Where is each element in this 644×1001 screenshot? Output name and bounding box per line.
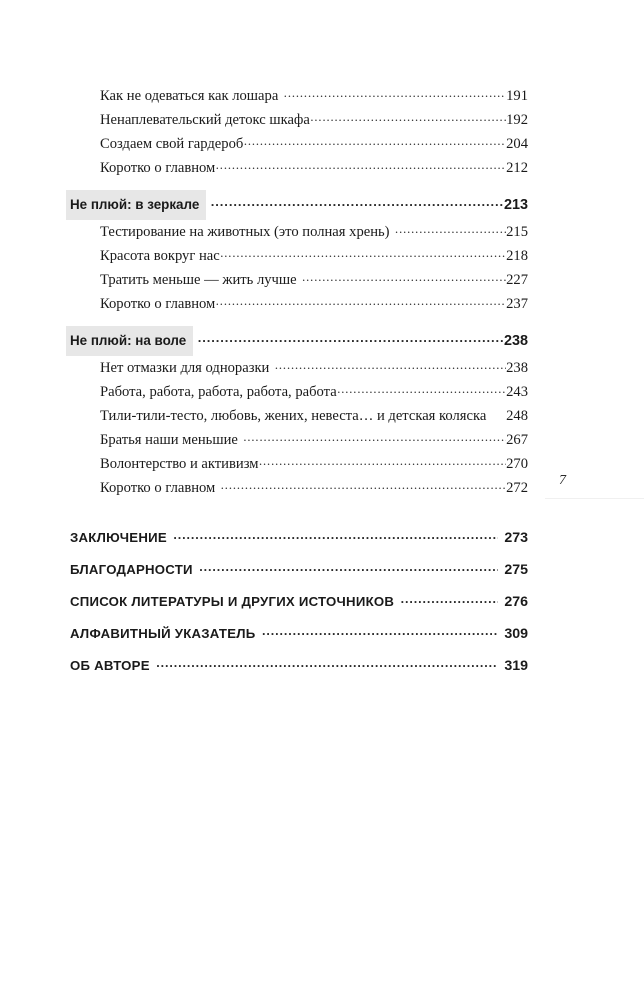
toc-entry-page-number: 243 bbox=[506, 384, 528, 400]
toc-sub-entry[interactable] bbox=[100, 244, 528, 268]
toc-entry-page-number: 227 bbox=[506, 272, 528, 288]
toc-entry-title: Не плюй: на воле bbox=[70, 326, 193, 356]
toc-sub-entry[interactable] bbox=[100, 292, 528, 316]
toc-entry-page-number: 191 bbox=[506, 88, 528, 104]
toc-sub-entry[interactable] bbox=[100, 476, 528, 500]
toc-entry-page-number: 319 bbox=[504, 658, 528, 674]
toc-entry-title: Не плюй: в зеркале bbox=[70, 190, 206, 220]
toc-sub-entry[interactable] bbox=[100, 84, 528, 108]
dot-leader bbox=[207, 196, 504, 209]
toc-entry-page-number: 192 bbox=[506, 112, 528, 128]
toc-entry-title: Коротко о главном bbox=[100, 160, 216, 176]
toc-entry-title: Тестирование на животных (это полная хрень) bbox=[100, 224, 390, 240]
dot-leader bbox=[156, 657, 498, 670]
toc-entry-page-number: 238 bbox=[503, 333, 528, 349]
toc-entry-page-number: 309 bbox=[504, 626, 528, 642]
toc-sub-entry[interactable] bbox=[100, 404, 528, 428]
toc-section-heading[interactable] bbox=[70, 190, 528, 220]
toc-entry-page-number: 238 bbox=[506, 360, 528, 376]
toc-entry-title: Коротко о главном bbox=[100, 296, 216, 312]
toc-sub-entry[interactable] bbox=[100, 156, 528, 180]
dot-leader bbox=[279, 85, 506, 100]
backmatter-list bbox=[70, 522, 528, 682]
toc-entry-title: Красота вокруг нас bbox=[100, 248, 220, 264]
toc-entry-title: ОБ АВТОРЕ bbox=[70, 658, 150, 673]
toc-major-entry[interactable] bbox=[70, 618, 528, 650]
toc-entry-title: Тили-тили-тесто, любовь, жених, невеста… и детская коляска bbox=[100, 408, 487, 424]
toc-entry-page-number: 213 bbox=[503, 197, 528, 213]
toc-entry-page-number: 237 bbox=[506, 296, 528, 312]
toc-major-entry[interactable] bbox=[70, 554, 528, 586]
toc-entry-page-number: 272 bbox=[506, 480, 528, 496]
toc-entry-page-number: 204 bbox=[506, 136, 528, 152]
dot-leader bbox=[337, 381, 505, 396]
dot-leader bbox=[199, 561, 498, 574]
dot-leader bbox=[270, 357, 506, 372]
toc-entry-title: Тратить меньше — жить лучше bbox=[100, 272, 297, 288]
dot-leader bbox=[216, 293, 506, 308]
toc-sub-entry[interactable] bbox=[100, 356, 528, 380]
folio-rule bbox=[545, 498, 644, 499]
dot-leader bbox=[310, 109, 505, 124]
toc-section-heading[interactable] bbox=[70, 326, 528, 356]
toc-sub-entry[interactable] bbox=[100, 220, 528, 244]
toc-entry-page-number: 212 bbox=[506, 160, 528, 176]
toc-entry-page-number: 267 bbox=[506, 432, 528, 448]
toc-entry-title: Братья наши меньшие bbox=[100, 432, 238, 448]
toc-major-entry[interactable] bbox=[70, 586, 528, 618]
table-of-contents bbox=[70, 84, 528, 682]
toc-sub-entry[interactable] bbox=[100, 380, 528, 404]
toc-sub-entry[interactable] bbox=[100, 132, 528, 156]
dot-leader bbox=[238, 429, 505, 444]
page-folio: 7 bbox=[559, 473, 566, 488]
toc-sub-entry[interactable] bbox=[100, 108, 528, 132]
toc-entry-title: ЗАКЛЮЧЕНИЕ bbox=[70, 530, 167, 545]
dot-leader bbox=[259, 453, 506, 468]
dot-leader bbox=[390, 221, 506, 236]
dot-leader bbox=[216, 157, 506, 172]
dot-leader bbox=[216, 477, 506, 492]
toc-entry-title: Работа, работа, работа, работа, работа bbox=[100, 384, 337, 400]
toc-entry-page-number: 270 bbox=[506, 456, 528, 472]
dot-leader bbox=[220, 245, 505, 260]
toc-entry-title: Нет отмазки для одноразки bbox=[100, 360, 270, 376]
toc-entry-title: Коротко о главном bbox=[100, 480, 216, 496]
toc-entry-page-number: 276 bbox=[504, 594, 528, 610]
toc-major-entry[interactable] bbox=[70, 650, 528, 682]
toc-major-entry[interactable] bbox=[70, 522, 528, 554]
toc-entry-page-number: 215 bbox=[506, 224, 528, 240]
toc-entry-page-number: 248 bbox=[506, 408, 528, 424]
toc-entry-title: АЛФАВИТНЫЙ УКАЗАТЕЛЬ bbox=[70, 626, 256, 641]
toc-sub-entry[interactable] bbox=[100, 268, 528, 292]
toc-entry-title: Создаем свой гардероб bbox=[100, 136, 244, 152]
toc-entry-title: Как не одеваться как лошара bbox=[100, 88, 279, 104]
toc-entry-title: Волонтерство и активизм bbox=[100, 456, 259, 472]
dot-leader bbox=[173, 529, 497, 542]
toc-entry-page-number: 218 bbox=[506, 248, 528, 264]
toc-entry-title: СПИСОК ЛИТЕРАТУРЫ И ДРУГИХ ИСТОЧНИКОВ bbox=[70, 594, 395, 609]
toc-sub-entry[interactable] bbox=[100, 452, 528, 476]
dot-leader bbox=[297, 269, 505, 284]
dot-leader bbox=[244, 133, 506, 148]
toc-entry-page-number: 275 bbox=[504, 562, 528, 578]
toc-entry-page-number: 273 bbox=[504, 530, 528, 546]
toc-entry-title: Ненаплевательский детокс шкафа bbox=[100, 112, 310, 128]
toc-entry-title: БЛАГОДАРНОСТИ bbox=[70, 562, 193, 577]
dot-leader bbox=[194, 332, 504, 345]
dot-leader bbox=[262, 625, 498, 638]
toc-sub-entry[interactable] bbox=[100, 428, 528, 452]
dot-leader bbox=[401, 593, 498, 606]
